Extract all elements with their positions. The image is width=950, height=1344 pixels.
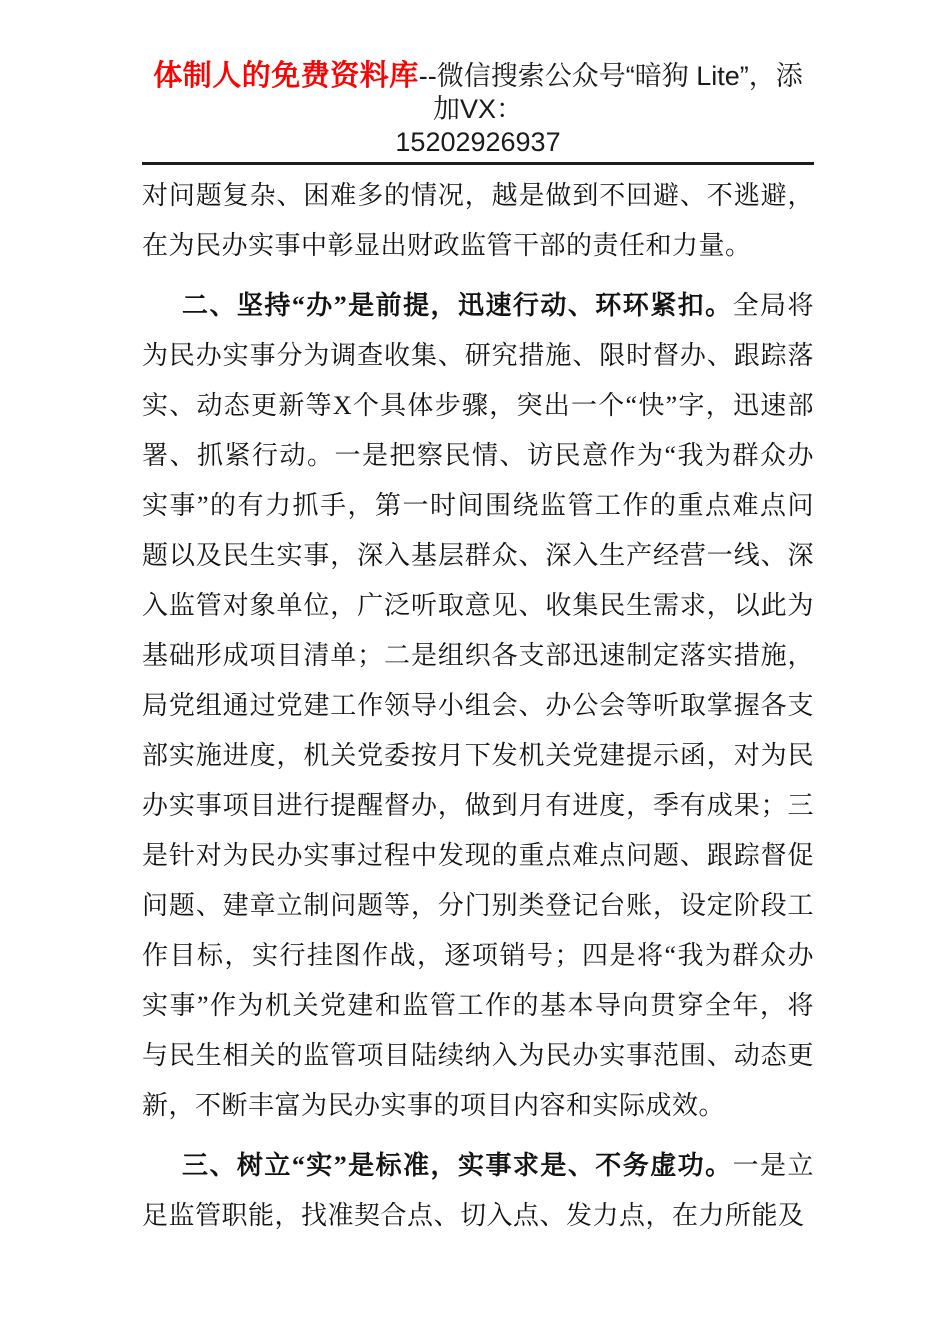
- promo-text: --微信搜索公众号“暗狗 Lite”，添加VX：: [418, 61, 803, 124]
- brand-title: 体制人的免费资料库: [153, 60, 419, 92]
- text-segment: 一是立足监管职能，找准契合点、切入点、发力点，在力所能及: [142, 1151, 814, 1230]
- section-heading-2: 二、坚持“办”是前提，迅速行动、环环紧扣。: [182, 291, 733, 320]
- paragraph: [142, 171, 814, 271]
- document-body: [142, 171, 814, 1241]
- section-heading-3: 三、树立“实”是标准，实事求是、不务虚功。: [182, 1151, 733, 1180]
- paragraph: [142, 1141, 814, 1241]
- phone-number: 15202926937: [395, 127, 561, 157]
- text-segment: 对问题复杂、困难多的情况，越是做到不回避、不逃避，在为民办实事中彰显出财政监管干部的责任和力量。: [142, 181, 814, 260]
- paragraph: [142, 281, 814, 1131]
- text-column: [142, 0, 814, 1251]
- page-header: [142, 0, 814, 165]
- text-segment: 全局将为民办实事分为调查收集、研究措施、限时督办、跟踪落实、动态更新等X个具体步骤，突出一个“快”字，迅速部署、抓紧行动。一是把察民情、访民意作为“我为群众办实事”的有力抓手，第一时间围绕监管工作的重点难点问题以及民生实事，深入基层群众、深入生产经营一线、深入监管对象单位，广泛听取意见、收集民生需求，以此为基础形成项目清单；二是组织各支部迅速制定落实措施，局党组通过党建工作领导小组会、办公会等听取掌握各支部实施进度，机关党委按月下发机关党建提示函，对为民办实事项目进行提醒督办，做到月有进度，季有成果；三是针对为民办实事过程中发现的重点难点问题、跟踪督促问题、建章立制问题等，分门别类登记台账，设定阶段工作目标，实行挂图作战，逐项销号；四是将“我为群众办实事”作为机关党建和监管工作的基本导向贯穿全年，将与民生相关的监管项目陆续纳入为民办实事范围、动态更新，不断丰富为民办实事的项目内容和实际成效。: [142, 291, 814, 1120]
